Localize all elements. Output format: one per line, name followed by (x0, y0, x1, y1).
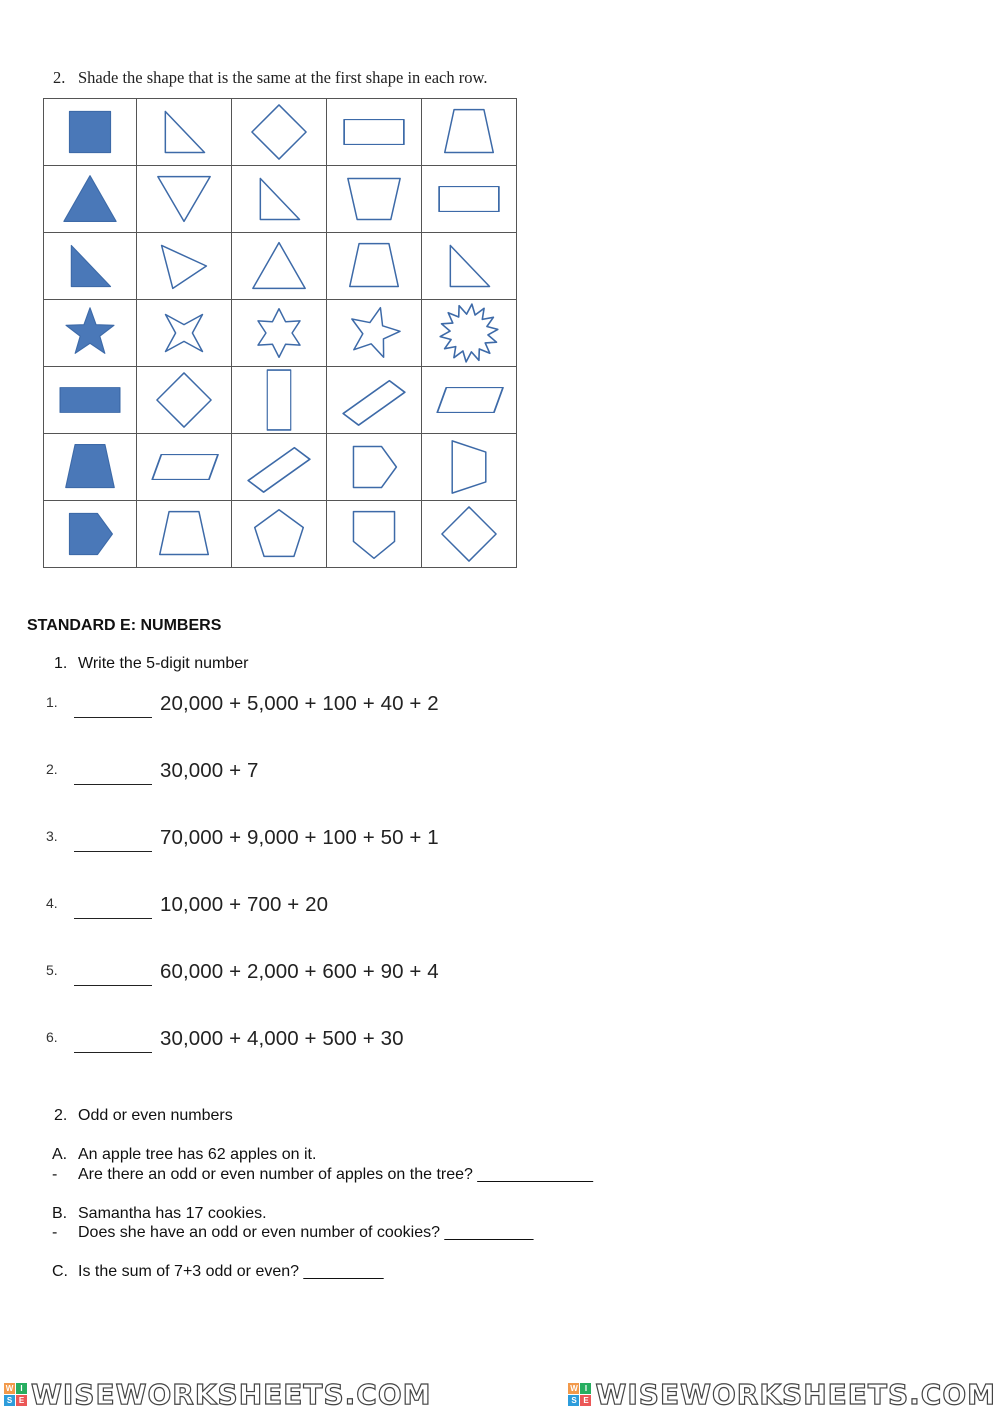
option-shape-cell[interactable] (422, 99, 517, 166)
exercise-row (46, 958, 646, 998)
question-text: Write the 5-digit number (78, 655, 249, 672)
filled-triangle-shape (62, 171, 118, 227)
trapezoid-shape[interactable] (441, 104, 497, 160)
expanded-form: 70,000 + 9,000 + 100 + 50 + 1 (160, 826, 439, 849)
target-shape-cell (44, 434, 137, 501)
option-shape-cell[interactable] (422, 367, 517, 434)
tall-rectangle-shape[interactable] (257, 369, 301, 431)
logo-letter: W (570, 1383, 578, 1393)
diamond-shape[interactable] (441, 506, 497, 562)
six-point-star-shape[interactable] (251, 305, 307, 361)
option-shape-cell[interactable] (137, 166, 232, 233)
odd-even-line[interactable] (52, 1224, 533, 1242)
option-shape-cell[interactable] (327, 367, 422, 434)
filled-right-triangle-shape (62, 238, 118, 294)
filled-trapezoid-shape (62, 439, 118, 495)
odd-even-line (52, 1205, 267, 1223)
inverted-trapezoid-shape[interactable] (346, 171, 402, 227)
answer-blank[interactable] (74, 918, 152, 919)
option-shape-cell[interactable] (327, 300, 422, 367)
starburst-shape[interactable] (439, 303, 499, 363)
logo-letter: S (4, 1395, 15, 1406)
question-number: 1. (54, 655, 68, 672)
filled-star-shape (62, 305, 118, 361)
option-shape-cell[interactable] (137, 300, 232, 367)
option-shape-cell[interactable] (327, 99, 422, 166)
target-shape-cell (44, 367, 137, 434)
option-shape-cell[interactable] (422, 166, 517, 233)
answer-blank[interactable] (74, 985, 152, 986)
option-shape-cell[interactable] (232, 233, 327, 300)
option-shape-cell[interactable] (327, 434, 422, 501)
question-number: 2. (53, 68, 66, 87)
option-shape-cell[interactable] (232, 501, 327, 568)
option-shape-cell[interactable] (232, 367, 327, 434)
option-shape-cell[interactable] (327, 501, 422, 568)
option-shape-cell[interactable] (137, 99, 232, 166)
answer-blank[interactable] (74, 784, 152, 785)
rectangle-shape[interactable] (342, 110, 406, 154)
trapezoid-shape[interactable] (346, 238, 402, 294)
inverted-triangle-shape[interactable] (156, 171, 212, 227)
four-point-star-shape[interactable] (156, 305, 212, 361)
option-shape-cell[interactable] (232, 166, 327, 233)
option-shape-cell[interactable] (422, 501, 517, 568)
five-point-star-shape[interactable] (346, 305, 402, 361)
option-shape-cell[interactable] (137, 434, 232, 501)
tilted-rectangle-shape[interactable] (341, 371, 407, 429)
item-label: C. (52, 1263, 68, 1280)
shape-row (44, 434, 517, 501)
expanded-form: 20,000 + 5,000 + 100 + 40 + 2 (160, 692, 439, 715)
option-shape-cell[interactable] (422, 434, 517, 501)
right-triangle-shape[interactable] (441, 238, 497, 294)
option-shape-cell[interactable] (422, 233, 517, 300)
exercise-row (46, 1025, 646, 1065)
right-triangle-shape[interactable] (251, 171, 307, 227)
odd-even-line[interactable] (52, 1166, 593, 1184)
exercise-row (46, 757, 646, 797)
shield-pentagon-shape[interactable] (346, 506, 402, 562)
question-text: Odd or even numbers (78, 1107, 233, 1124)
option-shape-cell[interactable] (137, 501, 232, 568)
expanded-form: 30,000 + 7 (160, 759, 259, 782)
exercise-number: 5. (46, 962, 58, 978)
exercise-row (46, 824, 646, 864)
brand-watermark (4, 1378, 432, 1411)
footer-banner (0, 1376, 1000, 1412)
answer-blank[interactable] (74, 1052, 152, 1053)
exercise-number: 3. (46, 828, 58, 844)
item-label: - (52, 1224, 58, 1241)
item-label: B. (52, 1205, 68, 1222)
question-number: 2. (54, 1107, 68, 1124)
filled-arrow-pentagon-shape (62, 506, 118, 562)
option-shape-cell[interactable] (232, 434, 327, 501)
brand-name: WISEWORKSHEETS.COM (31, 1377, 432, 1411)
item-text: Does she have an odd or even number of cookies? __________ (78, 1224, 534, 1241)
parallelogram-shape[interactable] (150, 445, 218, 489)
right-triangle-shape[interactable] (156, 104, 212, 160)
shape-row (44, 367, 517, 434)
logo-letter: E (16, 1395, 27, 1406)
item-text: Are there an odd or even number of apples on the tree? _____________ (78, 1166, 594, 1183)
expanded-form: 10,000 + 700 + 20 (160, 893, 329, 916)
target-shape-cell (44, 300, 137, 367)
sideways-triangle-shape[interactable] (156, 238, 212, 294)
diamond-shape[interactable] (251, 104, 307, 160)
item-label: - (52, 1166, 58, 1183)
brand-logo-icon (568, 1383, 591, 1406)
exercise-number: 2. (46, 761, 58, 777)
exercise-number: 4. (46, 895, 58, 911)
parallelogram-shape[interactable] (435, 378, 503, 422)
answer-blank[interactable] (74, 851, 152, 852)
filled-square-shape (62, 104, 118, 160)
option-shape-cell[interactable] (327, 166, 422, 233)
expanded-form: 60,000 + 2,000 + 600 + 90 + 4 (160, 960, 439, 983)
option-shape-cell[interactable] (232, 99, 327, 166)
item-text: An apple tree has 62 apples on it. (78, 1146, 317, 1163)
triangle-shape[interactable] (251, 238, 307, 294)
option-shape-cell[interactable] (327, 233, 422, 300)
odd-even-question (54, 1107, 233, 1125)
exercise-number: 1. (46, 694, 58, 710)
shape-row (44, 99, 517, 166)
shape-row (44, 233, 517, 300)
section-title: STANDARD E: NUMBERS (27, 617, 222, 634)
arrow-pentagon-shape[interactable] (346, 439, 402, 495)
item-text: Is the sum of 7+3 odd or even? _________ (78, 1263, 384, 1280)
target-shape-cell (44, 233, 137, 300)
tilted-rectangle-shape[interactable] (246, 438, 312, 496)
diamond-shape[interactable] (156, 372, 212, 428)
write-number-question (54, 655, 248, 673)
shapes-question (53, 68, 487, 88)
exercise-row (46, 891, 646, 931)
brand-watermark (568, 1378, 996, 1411)
brand-name: WISEWORKSHEETS.COM (595, 1377, 996, 1411)
pentagon-shape[interactable] (251, 506, 307, 562)
odd-even-line[interactable] (52, 1263, 384, 1281)
exercise-number: 6. (46, 1029, 58, 1045)
question-text: Shade the shape that is the same at the first shape in each row. (78, 68, 488, 87)
target-shape-cell (44, 501, 137, 568)
item-text: Samantha has 17 cookies. (78, 1205, 267, 1222)
rectangle-shape[interactable] (437, 177, 501, 221)
logo-letter: E (580, 1395, 591, 1406)
exercise-row (46, 690, 646, 730)
odd-even-line (52, 1146, 316, 1164)
logo-letter: W (5, 1383, 14, 1393)
answer-blank[interactable] (74, 717, 152, 718)
logo-letter: I (580, 1383, 591, 1394)
option-shape-cell[interactable] (232, 300, 327, 367)
target-shape-cell (44, 166, 137, 233)
shape-row (44, 166, 517, 233)
logo-letter: I (16, 1383, 27, 1394)
brand-logo-icon (4, 1383, 27, 1406)
shape-row (44, 300, 517, 367)
shape-table (43, 98, 517, 568)
shape-row (44, 501, 517, 568)
filled-rectangle-shape (58, 378, 122, 422)
target-shape-cell (44, 99, 137, 166)
sideways-trapezoid-shape[interactable] (441, 439, 497, 495)
item-label: A. (52, 1146, 68, 1163)
expanded-form: 30,000 + 4,000 + 500 + 30 (160, 1027, 404, 1050)
option-shape-cell[interactable] (422, 300, 517, 367)
option-shape-cell[interactable] (137, 367, 232, 434)
option-shape-cell[interactable] (137, 233, 232, 300)
trapezoid-shape[interactable] (156, 506, 212, 562)
logo-letter: S (568, 1395, 579, 1406)
